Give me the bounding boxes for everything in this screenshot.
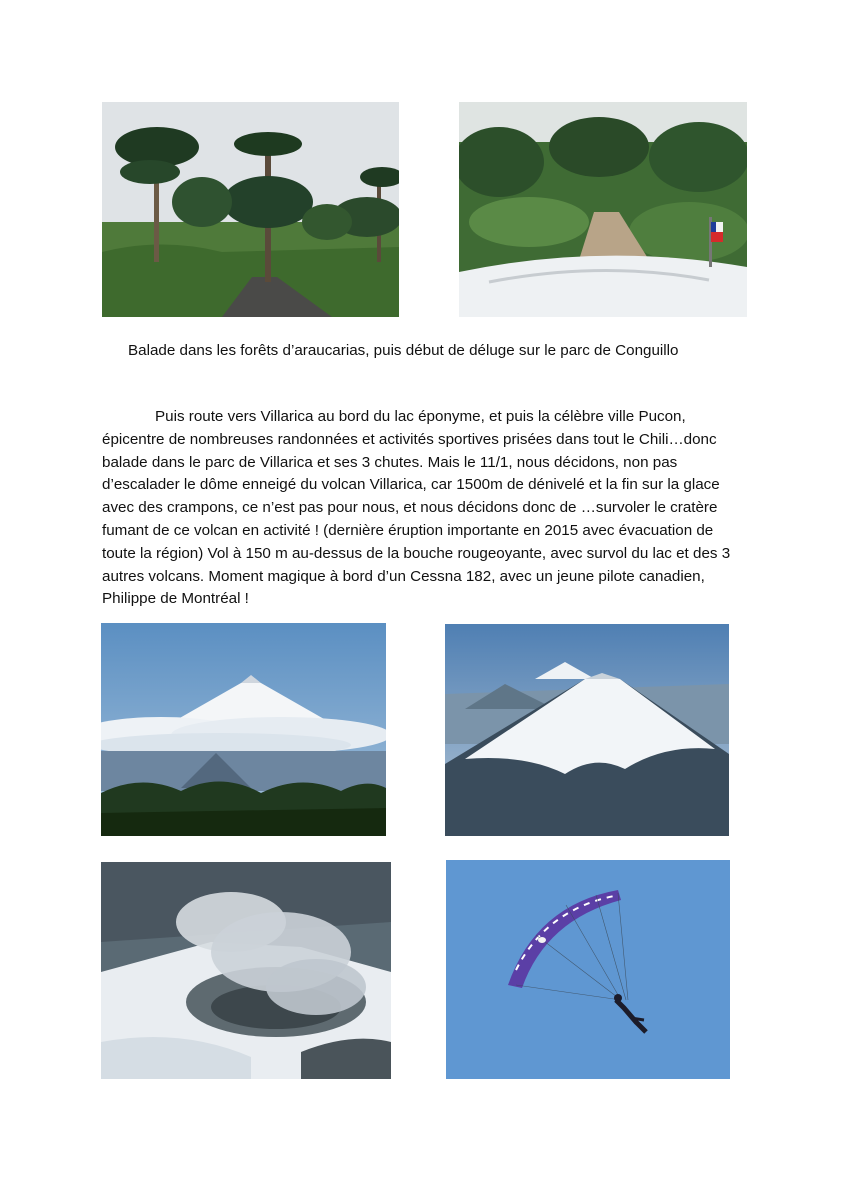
paragraph-line: autres volcans. Moment magique à bord d’un Cessna 182, avec un jeune pilote canadien, (102, 567, 705, 585)
paragraph-line: Philippe de Montréal ! (102, 590, 249, 608)
paragraph-line: d’escalader le dôme enneigé du volcan Villarica, car 1500m de dénivelé et la fin sur la glace (102, 476, 720, 494)
photo-araucaria-forest (102, 102, 399, 317)
paragraph-line: fumant de ce volcan en activité ! (dernière éruption importante en 2015 avec évacuation de (102, 521, 714, 539)
paragraph-line: toute la région) Vol à 150 m au-dessus de la bouche rougeoyante, avec survol du lac et des 3 (102, 544, 731, 562)
paragraph-line: balade dans le parc de Villarica et ses 3 chutes. Mais le 11/1, nous décidons, non pas (102, 453, 678, 471)
photo-crater-smoke (101, 862, 391, 1079)
photo-road-from-car (459, 102, 747, 317)
photo-caption: Balade dans les forêts d’araucarias, puis début de déluge sur le parc de Conguillo (128, 342, 679, 359)
paragraph-line: Puis route vers Villarica au bord du lac éponyme, et puis la célèbre ville Pucon, (155, 408, 686, 425)
photo-paraglider (446, 860, 730, 1079)
body-paragraph (102, 406, 762, 611)
paragraph-line: épicentre de nombreuses randonnées et activités sportives prisées dans tout le Chili…donc (102, 430, 717, 448)
photo-volcano-aerial (445, 624, 729, 836)
photo-volcano-distant (101, 623, 386, 836)
paragraph-line: avec des crampons, ce n’est pas pour nous, et nous décidons donc de …survoler le cratère (102, 499, 718, 517)
